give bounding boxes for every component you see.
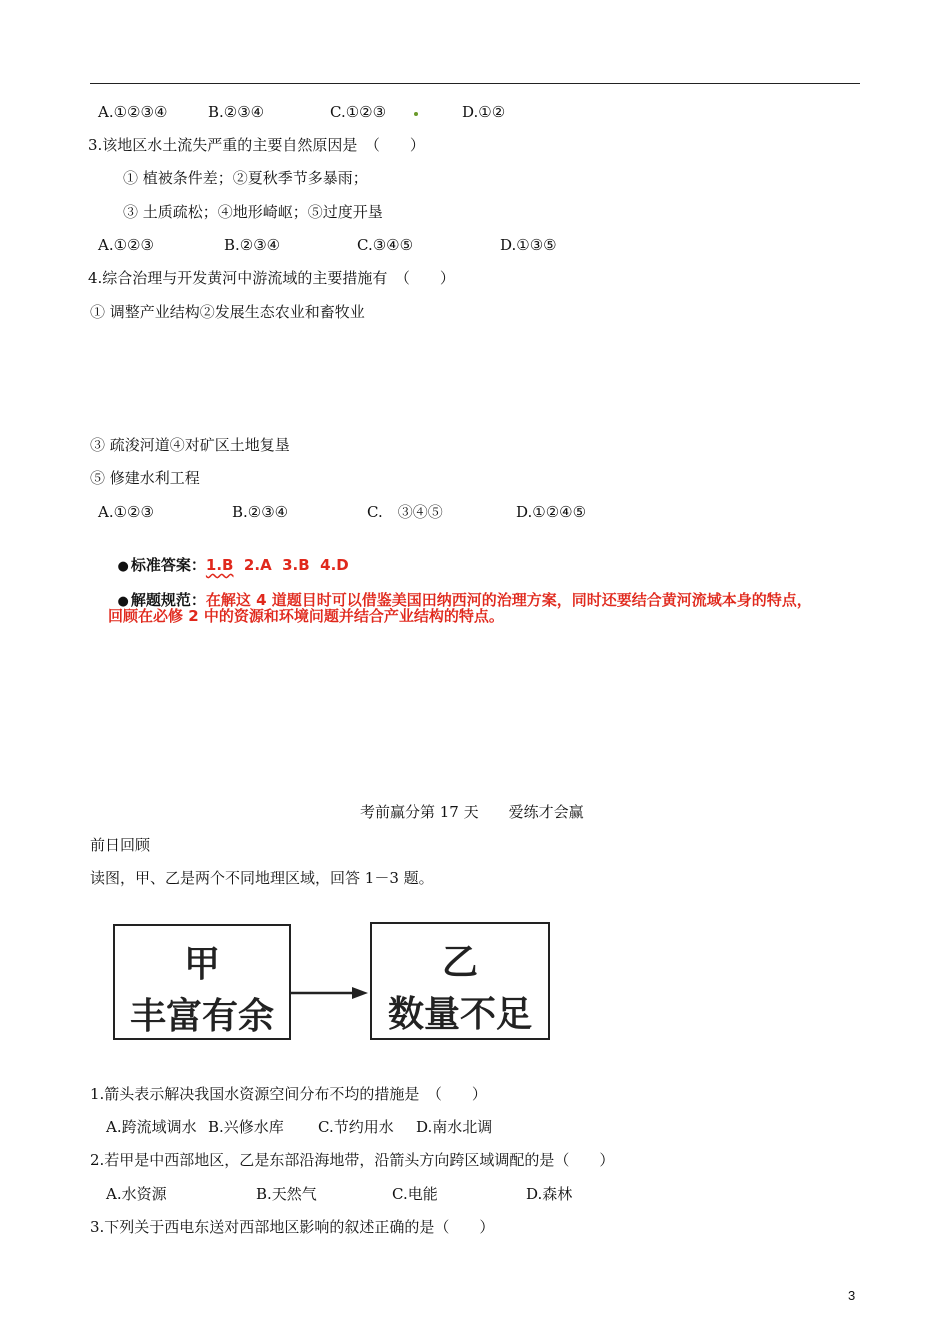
guide-line2: 回顾在必修 2 中的资源和环境问题并结合产业结构的特点。 bbox=[108, 607, 504, 625]
q3-reason-line2: ③ 土质疏松；④地形崎岖；⑤过度开垦 bbox=[123, 203, 383, 221]
prev-option-a: A.①②③④ bbox=[98, 103, 168, 121]
n3-stem: 3.下列关于西电东送对西部地区影响的叙述正确的是（ ） bbox=[90, 1218, 495, 1236]
header-rule bbox=[90, 83, 860, 84]
page-number: 3 bbox=[848, 1288, 856, 1303]
q4-measure-line2: ③ 疏浚河道④对矿区土地复垦 bbox=[90, 436, 290, 454]
q3-reason-line1: ① 植被条件差；②夏秋季节多暴雨； bbox=[123, 169, 368, 187]
stray-dot bbox=[414, 112, 418, 116]
n2-option-a: A.水资源 bbox=[106, 1185, 167, 1203]
bullet-icon: ● bbox=[117, 594, 129, 609]
q4-option-a: A.①②③ bbox=[98, 503, 154, 521]
section-title: 考前赢分第 17 天 爱练才会赢 bbox=[360, 803, 584, 821]
region-yi-text: 数量不足 bbox=[387, 994, 532, 1035]
guide-text1: 在解这 4 道题目时可以借鉴美国田纳西河的治理方案，同时还要结合黄河流域本身的特点， bbox=[205, 591, 812, 609]
prev-option-d: D.①② bbox=[462, 103, 506, 121]
n1-option-d: D.南水北调 bbox=[416, 1118, 493, 1136]
prev-option-b: B.②③④ bbox=[208, 103, 265, 121]
arrow-icon bbox=[290, 983, 368, 1003]
n2-option-b: B.天然气 bbox=[256, 1185, 317, 1203]
n2-option-c: C.电能 bbox=[392, 1185, 438, 1203]
n1-option-b: B.兴修水库 bbox=[208, 1118, 284, 1136]
guide-label: 解题规范： bbox=[130, 591, 206, 609]
n1-option-a: A.跨流域调水 bbox=[106, 1118, 197, 1136]
review-label: 前日回顾 bbox=[90, 836, 151, 854]
diagram-intro: 读图，甲、乙是两个不同地理区域，回答 1－3 题。 bbox=[90, 869, 434, 887]
q4-stem: 4.综合治理与开发黄河中游流域的主要措施有 （ ） bbox=[88, 269, 455, 287]
region-jia-box bbox=[113, 924, 291, 1040]
q3-option-c: C.③④⑤ bbox=[357, 236, 414, 254]
q4-option-c: C. ③④⑤ bbox=[367, 503, 443, 521]
region-yi-name: 乙 bbox=[441, 942, 478, 983]
q3-option-a: A.①②③ bbox=[98, 236, 154, 254]
answer-rest: 2.A 3.B 4.D bbox=[233, 556, 349, 574]
q3-option-d: D.①③⑤ bbox=[500, 236, 557, 254]
q4-measure-line3: ⑤ 修建水利工程 bbox=[90, 469, 200, 487]
q4-measure-line1: ① 调整产业结构②发展生态农业和畜牧业 bbox=[90, 303, 365, 321]
n1-option-c: C.节约用水 bbox=[318, 1118, 394, 1136]
bullet-icon: ● bbox=[117, 559, 129, 574]
region-jia-name: 甲 bbox=[183, 944, 220, 985]
answer-first: 1.B bbox=[205, 556, 234, 574]
q3-option-b: B.②③④ bbox=[224, 236, 281, 254]
q4-option-d: D.①②④⑤ bbox=[516, 503, 587, 521]
q4-option-b: B.②③④ bbox=[232, 503, 289, 521]
q3-stem: 3.该地区水土流失严重的主要自然原因是 （ ） bbox=[88, 136, 425, 154]
prev-option-c: C.①②③ bbox=[330, 103, 387, 121]
n1-stem: 1.箭头表示解决我国水资源空间分布不均的措施是 （ ） bbox=[90, 1085, 487, 1103]
answer-label: 标准答案： bbox=[130, 556, 206, 574]
region-jia-text: 丰富有余 bbox=[129, 996, 274, 1037]
n2-option-d: D.森林 bbox=[526, 1185, 573, 1203]
region-yi-box bbox=[370, 922, 550, 1040]
n2-stem: 2.若甲是中西部地区，乙是东部沿海地带，沿箭头方向跨区域调配的是（ ） bbox=[90, 1151, 615, 1169]
